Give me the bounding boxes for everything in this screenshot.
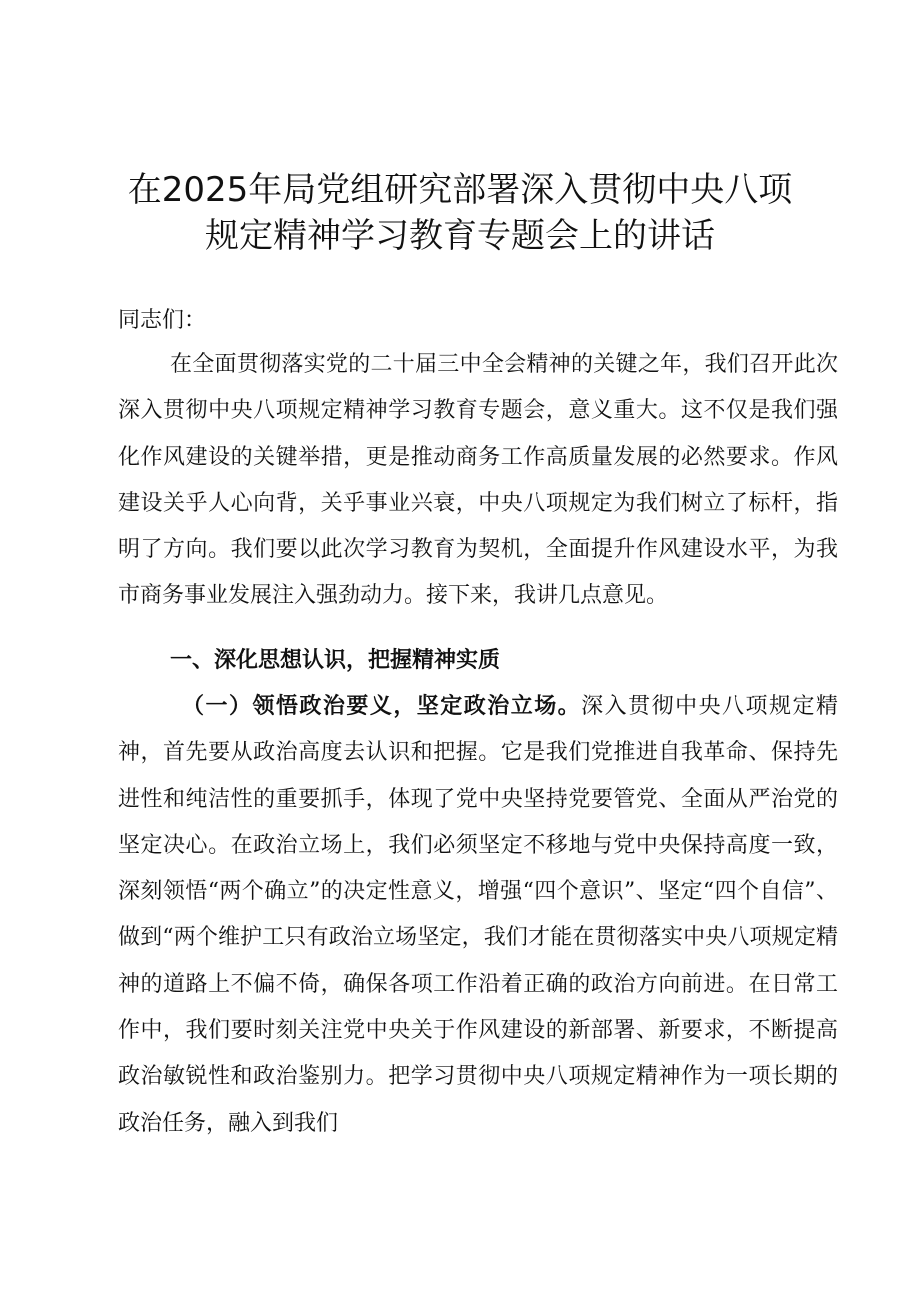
paragraph-section-1-1-text: 深入贯彻中央八项规定精神，首先要从政治高度去认识和把握。它是我们党推进自我革命、保持先进性和纯洁性的重要抓手，体现了党中央坚持党要管党、全面从严治党的坚定决心。在政治立场上，我们必须坚定不移地与党中央保持高度一致，深刻领悟“两个确立”的决定性意义，增强“四个意识”、坚定“四个自信”、做到“两个维护工只有政治立场坚定，我们才能在贯彻落实中央八项规定精神的道路上不偏不倚，确保各项工作沿着正确的政治方向前进。在日常工作中，我们要时刻关注党中央关于作风建设的新部署、新要求，不断提高政治敏锐性和政治鉴别力。把学习贯彻中央八项规定精神作为一项长期的政治任务，融入到我们	[118, 694, 838, 1136]
paragraph-intro: 在全面贯彻落实党的二十届三中全会精神的关键之年，我们召开此次深入贯彻中央八项规定精神学习教育专题会，意义重大。这不仅是我们强化作风建设的关键举措，更是推动商务工作高质量发展的必然要求。作风建设关乎人心向背，关乎事业兴衰，中央八项规定为我们树立了标杆，指明了方向。我们要以此次学习教育为契机，全面提升作风建设水平，为我市商务事业发展注入强劲动力。接下来，我讲几点意见。	[118, 352, 838, 609]
salutation: 同志们：	[118, 308, 207, 333]
section-heading-1: 一、深化思想认识，把握精神实质	[170, 648, 501, 673]
document-title-line-1: 在2025年局党组研究部署深入贯彻中央八项	[127, 170, 793, 210]
document-title-line-2: 规定精神学习教育专题会上的讲话	[205, 216, 715, 256]
subheading-1-1: （一）领悟政治要义，坚定政治立场。	[182, 694, 582, 719]
paragraph-section-1-1	[118, 684, 838, 1147]
